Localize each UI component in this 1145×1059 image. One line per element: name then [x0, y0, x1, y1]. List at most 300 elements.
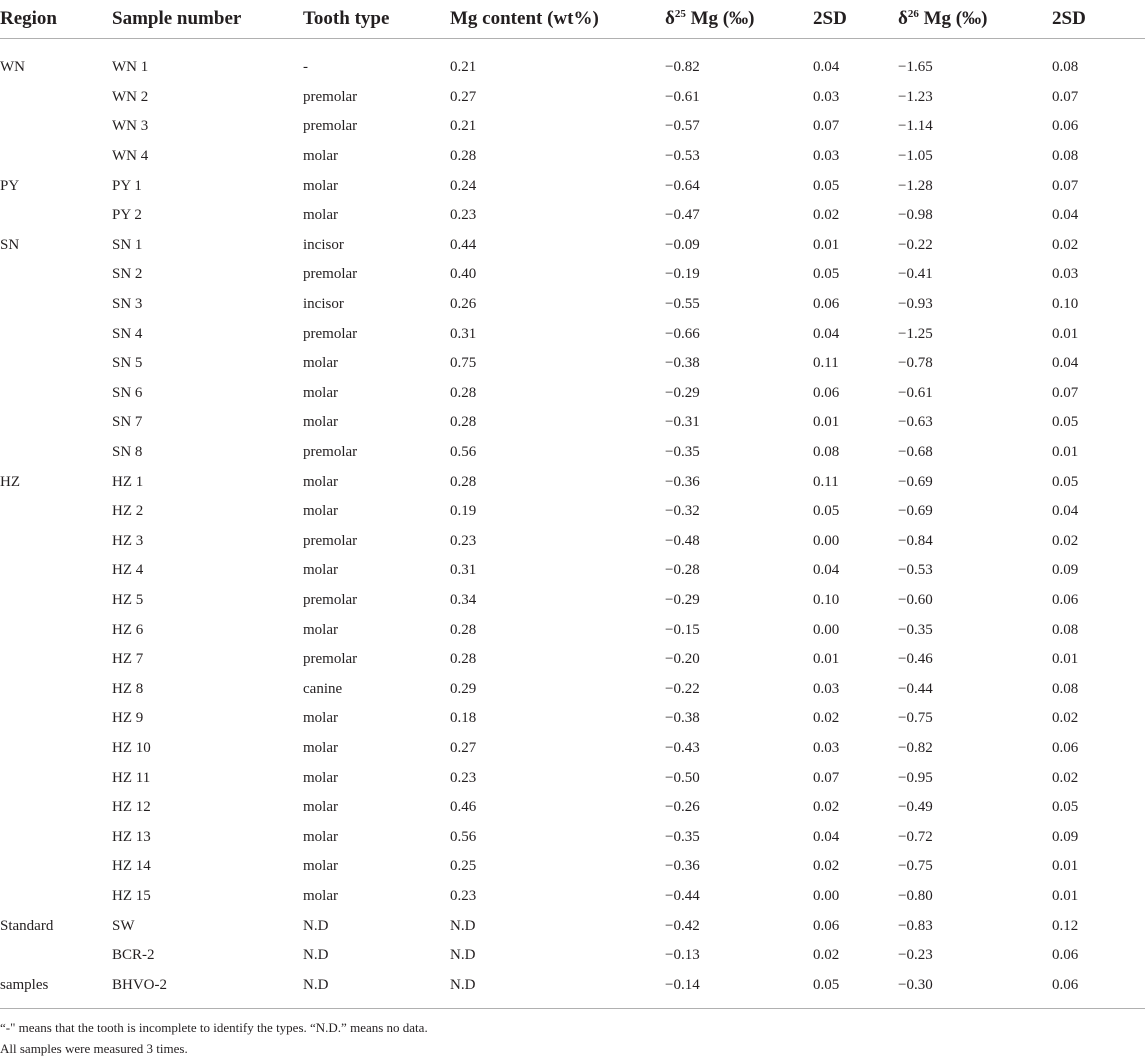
delta26-cell: −0.53: [898, 562, 933, 579]
sample-number-cell: PY 1: [112, 177, 142, 194]
delta26-symbol: δ: [898, 8, 908, 29]
sd26-cell: 0.02: [1052, 710, 1079, 727]
region-cell: WN: [0, 59, 25, 76]
mg-content-cell: N.D: [450, 976, 476, 993]
delta26-cell: −0.35: [898, 621, 933, 638]
sd25-cell: 0.01: [813, 414, 840, 431]
delta26-cell: −1.28: [898, 177, 933, 194]
delta26-cell: −0.41: [898, 266, 933, 283]
header-tooth-type: Tooth type: [303, 0, 450, 39]
sample-number-cell: HZ 5: [112, 591, 144, 608]
sd25-cell: 0.00: [813, 621, 840, 638]
delta26-cell: −0.30: [898, 976, 933, 993]
delta25-cell: −0.36: [665, 473, 700, 490]
table-footnotes: [0, 1008, 1145, 1059]
delta26-cell: −0.61: [898, 384, 933, 401]
sd25-cell: 0.11: [813, 473, 839, 490]
sd25-cell: 0.02: [813, 799, 840, 816]
sd26-cell: 0.01: [1052, 444, 1079, 461]
delta26-cell: −0.44: [898, 680, 933, 697]
region-cell: [0, 497, 112, 527]
delta26-cell: −0.95: [898, 769, 933, 786]
sd25-cell: 0.01: [813, 236, 840, 253]
delta26-cell: −0.23: [898, 947, 933, 964]
table-row: [0, 822, 1145, 852]
delta26-cell: −0.22: [898, 236, 933, 253]
sd26-cell: 0.04: [1052, 503, 1079, 520]
delta25-cell: −0.13: [665, 947, 700, 964]
sd25-cell: 0.07: [813, 769, 840, 786]
mg-content-cell: 0.56: [450, 444, 477, 461]
mg-content-cell: 0.19: [450, 503, 477, 520]
region-cell: PY: [0, 177, 20, 194]
sample-number-cell: SN 7: [112, 414, 143, 431]
tooth-type-cell: premolar: [303, 88, 358, 105]
region-cell: [0, 260, 112, 290]
table-row: [0, 83, 1145, 113]
mg-content-cell: 0.23: [450, 769, 477, 786]
sample-number-cell: HZ 12: [112, 799, 151, 816]
delta26-cell: −0.83: [898, 917, 933, 934]
sample-number-cell: SN 5: [112, 355, 143, 372]
delta25-cell: −0.82: [665, 59, 700, 76]
delta25-cell: −0.22: [665, 680, 700, 697]
tooth-type-cell: premolar: [303, 591, 358, 608]
sd25-cell: 0.00: [813, 887, 840, 904]
region-cell: [0, 556, 112, 586]
sd26-cell: 0.08: [1052, 59, 1079, 76]
tooth-type-cell: premolar: [303, 118, 358, 135]
footnote-abbreviations: “-" means that the tooth is incomplete to identify the types. “N.D.” means no data.: [0, 1020, 428, 1035]
tooth-type-cell: molar: [303, 887, 338, 904]
region-cell: [0, 822, 112, 852]
mg-content-cell: 0.26: [450, 296, 477, 313]
header-sample-number: Sample number: [112, 0, 303, 39]
delta26-superscript: 26: [907, 8, 919, 20]
delta25-cell: −0.66: [665, 325, 700, 342]
sd25-cell: 0.06: [813, 384, 840, 401]
sample-number-cell: HZ 13: [112, 828, 151, 845]
table-row: [0, 970, 1145, 1010]
header-2sd-26: 2SD: [1052, 0, 1145, 39]
delta26-cell: −0.63: [898, 414, 933, 431]
sd26-cell: 0.06: [1052, 976, 1079, 993]
tooth-type-cell: -: [303, 59, 308, 76]
tooth-type-cell: molar: [303, 769, 338, 786]
sd25-cell: 0.07: [813, 118, 840, 135]
delta26-cell: −1.65: [898, 59, 933, 76]
tooth-type-cell: premolar: [303, 444, 358, 461]
delta25-cell: −0.14: [665, 976, 700, 993]
sd26-cell: 0.06: [1052, 591, 1079, 608]
tooth-type-cell: molar: [303, 562, 338, 579]
sd25-cell: 0.03: [813, 739, 840, 756]
mg-content-cell: 0.31: [450, 325, 477, 342]
delta25-cell: −0.35: [665, 444, 700, 461]
delta25-cell: −0.38: [665, 355, 700, 372]
delta26-cell: −0.98: [898, 207, 933, 224]
sd25-cell: 0.05: [813, 266, 840, 283]
table-row: [0, 763, 1145, 793]
sd26-cell: 0.10: [1052, 296, 1079, 313]
table-row: [0, 39, 1145, 83]
mg-content-cell: 0.28: [450, 473, 477, 490]
tooth-type-cell: molar: [303, 384, 338, 401]
sample-number-cell: WN 3: [112, 118, 149, 135]
region-cell: [0, 615, 112, 645]
sd25-cell: 0.04: [813, 828, 840, 845]
delta25-cell: −0.28: [665, 562, 700, 579]
sample-number-cell: SN 6: [112, 384, 143, 401]
tooth-type-cell: N.D: [303, 947, 329, 964]
sample-number-cell: HZ 3: [112, 532, 144, 549]
sd26-cell: 0.01: [1052, 651, 1079, 668]
tooth-type-cell: N.D: [303, 976, 329, 993]
delta25-symbol: δ: [665, 8, 675, 29]
sample-number-cell: SN 8: [112, 444, 143, 461]
region-cell: [0, 941, 112, 971]
mg-content-cell: 0.31: [450, 562, 477, 579]
delta25-cell: −0.57: [665, 118, 700, 135]
mg-content-cell: 0.25: [450, 858, 477, 875]
region-cell: [0, 408, 112, 438]
table-row: [0, 911, 1145, 941]
table-row: [0, 645, 1145, 675]
table-row: [0, 142, 1145, 172]
region-cell: Standard: [0, 917, 54, 934]
tooth-type-cell: molar: [303, 799, 338, 816]
table-row: [0, 734, 1145, 764]
sample-number-cell: WN 4: [112, 148, 149, 165]
delta25-cell: −0.15: [665, 621, 700, 638]
sample-number-cell: SN 4: [112, 325, 143, 342]
table-header: [0, 0, 1145, 39]
mg-content-cell: 0.23: [450, 887, 477, 904]
sd25-cell: 0.10: [813, 591, 840, 608]
sd25-cell: 0.04: [813, 59, 840, 76]
delta25-cell: −0.47: [665, 207, 700, 224]
sd26-cell: 0.05: [1052, 414, 1079, 431]
table-row: [0, 231, 1145, 261]
delta25-cell: −0.20: [665, 651, 700, 668]
delta25-cell: −0.29: [665, 591, 700, 608]
table-row: [0, 467, 1145, 497]
footnote-measurements: All samples were measured 3 times.: [0, 1041, 188, 1056]
delta25-cell: −0.32: [665, 503, 700, 520]
sd26-cell: 0.04: [1052, 207, 1079, 224]
delta26-cell: −0.84: [898, 532, 933, 549]
tooth-type-cell: molar: [303, 828, 338, 845]
delta25-cell: −0.43: [665, 739, 700, 756]
tooth-type-cell: N.D: [303, 917, 329, 934]
sample-number-cell: HZ 11: [112, 769, 151, 786]
tooth-type-cell: incisor: [303, 236, 344, 253]
table-row: [0, 586, 1145, 616]
delta25-cell: −0.48: [665, 532, 700, 549]
sd25-cell: 0.01: [813, 651, 840, 668]
header-region: Region: [0, 0, 112, 39]
delta26-cell: −1.23: [898, 88, 933, 105]
sd25-cell: 0.02: [813, 207, 840, 224]
mg-content-cell: 0.28: [450, 414, 477, 431]
mg-content-cell: 0.28: [450, 621, 477, 638]
delta26-cell: −0.69: [898, 473, 933, 490]
mg-content-cell: 0.29: [450, 680, 477, 697]
sd26-cell: 0.01: [1052, 858, 1079, 875]
sample-number-cell: SW: [112, 917, 135, 934]
delta26-cell: −1.05: [898, 148, 933, 165]
delta26-cell: −0.75: [898, 858, 933, 875]
sample-number-cell: WN 2: [112, 88, 149, 105]
sample-number-cell: SN 1: [112, 236, 143, 253]
sample-number-cell: HZ 10: [112, 739, 151, 756]
sd25-cell: 0.05: [813, 503, 840, 520]
sd25-cell: 0.08: [813, 444, 840, 461]
sd25-cell: 0.04: [813, 325, 840, 342]
mg-content-cell: N.D: [450, 917, 476, 934]
mg-content-cell: 0.21: [450, 118, 477, 135]
delta25-cell: −0.35: [665, 828, 700, 845]
tooth-type-cell: premolar: [303, 532, 358, 549]
mg-content-cell: N.D: [450, 947, 476, 964]
mg-content-cell: 0.75: [450, 355, 477, 372]
sd25-cell: 0.00: [813, 532, 840, 549]
sd25-cell: 0.03: [813, 88, 840, 105]
sample-number-cell: SN 2: [112, 266, 143, 283]
table-row: [0, 704, 1145, 734]
tooth-type-cell: molar: [303, 207, 338, 224]
mg-content-cell: 0.56: [450, 828, 477, 845]
sample-number-cell: HZ 14: [112, 858, 151, 875]
mg-content-cell: 0.27: [450, 88, 477, 105]
sample-number-cell: HZ 2: [112, 503, 144, 520]
sd26-cell: 0.06: [1052, 947, 1079, 964]
table-row: [0, 497, 1145, 527]
mg-content-cell: 0.18: [450, 710, 477, 727]
region-cell: [0, 586, 112, 616]
region-cell: [0, 734, 112, 764]
sd25-cell: 0.02: [813, 858, 840, 875]
delta25-cell: −0.26: [665, 799, 700, 816]
delta26-cell: −0.68: [898, 444, 933, 461]
table-row: [0, 793, 1145, 823]
tooth-type-cell: premolar: [303, 325, 358, 342]
table-row: [0, 408, 1145, 438]
mg-content-cell: 0.28: [450, 651, 477, 668]
sd26-cell: 0.03: [1052, 266, 1079, 283]
tooth-type-cell: premolar: [303, 651, 358, 668]
tooth-type-cell: molar: [303, 473, 338, 490]
region-cell: [0, 704, 112, 734]
sd26-cell: 0.05: [1052, 473, 1079, 490]
delta26-cell: −0.75: [898, 710, 933, 727]
delta26-unit: Mg (‰): [918, 8, 988, 29]
sd26-cell: 0.06: [1052, 118, 1079, 135]
region-cell: [0, 142, 112, 172]
mg-content-cell: 0.28: [450, 384, 477, 401]
delta26-cell: −0.80: [898, 887, 933, 904]
mg-content-cell: 0.21: [450, 59, 477, 76]
sd26-cell: 0.05: [1052, 799, 1079, 816]
table-row: [0, 379, 1145, 409]
sd25-cell: 0.03: [813, 680, 840, 697]
sd25-cell: 0.06: [813, 917, 840, 934]
delta26-cell: −1.14: [898, 118, 933, 135]
region-cell: [0, 201, 112, 231]
table-row: [0, 319, 1145, 349]
delta25-cell: −0.61: [665, 88, 700, 105]
sd26-cell: 0.07: [1052, 384, 1079, 401]
header-mg-content: Mg content (wt%): [450, 0, 665, 39]
sample-number-cell: HZ 8: [112, 680, 144, 697]
delta26-cell: −0.93: [898, 296, 933, 313]
sd25-cell: 0.03: [813, 148, 840, 165]
sample-number-cell: WN 1: [112, 59, 149, 76]
sd25-cell: 0.04: [813, 562, 840, 579]
sd26-cell: 0.08: [1052, 621, 1079, 638]
region-cell: samples: [0, 976, 49, 993]
mg-content-cell: 0.46: [450, 799, 477, 816]
sd26-cell: 0.02: [1052, 769, 1079, 786]
tooth-type-cell: incisor: [303, 296, 344, 313]
delta26-cell: −0.46: [898, 651, 933, 668]
delta25-cell: −0.29: [665, 384, 700, 401]
mg-content-cell: 0.40: [450, 266, 477, 283]
mg-content-cell: 0.34: [450, 591, 477, 608]
table-row: [0, 674, 1145, 704]
sd26-cell: 0.02: [1052, 236, 1079, 253]
region-cell: [0, 645, 112, 675]
region-cell: [0, 793, 112, 823]
region-cell: [0, 112, 112, 142]
sd26-cell: 0.04: [1052, 355, 1079, 372]
delta25-cell: −0.55: [665, 296, 700, 313]
delta25-cell: −0.09: [665, 236, 700, 253]
tooth-type-cell: molar: [303, 355, 338, 372]
delta25-cell: −0.36: [665, 858, 700, 875]
header-2sd-25: 2SD: [813, 0, 898, 39]
mg-content-cell: 0.24: [450, 177, 477, 194]
table-row: [0, 556, 1145, 586]
sample-number-cell: BCR-2: [112, 947, 155, 964]
sd25-cell: 0.02: [813, 947, 840, 964]
mg-content-cell: 0.27: [450, 739, 477, 756]
table-body: [0, 39, 1145, 1011]
delta25-superscript: 25: [674, 8, 686, 20]
sd26-cell: 0.07: [1052, 88, 1079, 105]
tooth-type-cell: molar: [303, 858, 338, 875]
sample-number-cell: HZ 1: [112, 473, 144, 490]
sd26-cell: 0.01: [1052, 325, 1079, 342]
delta26-cell: −0.60: [898, 591, 933, 608]
table-row: [0, 260, 1145, 290]
delta25-cell: −0.44: [665, 887, 700, 904]
table-row: [0, 201, 1145, 231]
table-row: [0, 171, 1145, 201]
region-cell: [0, 882, 112, 912]
delta25-cell: −0.64: [665, 177, 700, 194]
sd25-cell: 0.05: [813, 976, 840, 993]
delta25-cell: −0.38: [665, 710, 700, 727]
delta25-unit: Mg (‰): [685, 8, 755, 29]
region-cell: [0, 379, 112, 409]
delta25-cell: −0.19: [665, 266, 700, 283]
sample-number-cell: PY 2: [112, 207, 142, 224]
delta25-cell: −0.50: [665, 769, 700, 786]
sample-number-cell: BHVO-2: [112, 976, 167, 993]
table-row: [0, 527, 1145, 557]
sample-number-cell: HZ 15: [112, 887, 151, 904]
table-row: [0, 438, 1145, 468]
delta26-cell: −0.69: [898, 503, 933, 520]
region-cell: [0, 438, 112, 468]
mg-content-cell: 0.23: [450, 207, 477, 224]
sd25-cell: 0.02: [813, 710, 840, 727]
sd26-cell: 0.12: [1052, 917, 1079, 934]
sample-number-cell: HZ 9: [112, 710, 144, 727]
sd26-cell: 0.08: [1052, 148, 1079, 165]
delta26-cell: −1.25: [898, 325, 933, 342]
sd26-cell: 0.08: [1052, 680, 1079, 697]
sd25-cell: 0.11: [813, 355, 839, 372]
tooth-type-cell: molar: [303, 503, 338, 520]
delta25-cell: −0.31: [665, 414, 700, 431]
tooth-type-cell: molar: [303, 739, 338, 756]
region-cell: [0, 83, 112, 113]
region-cell: SN: [0, 236, 20, 253]
header-delta25-mg: [665, 0, 813, 39]
mg-content-cell: 0.44: [450, 236, 477, 253]
sample-number-cell: SN 3: [112, 296, 143, 313]
tooth-type-cell: molar: [303, 710, 338, 727]
table-row: [0, 852, 1145, 882]
table-row: [0, 941, 1145, 971]
sample-number-cell: HZ 7: [112, 651, 144, 668]
region-cell: [0, 852, 112, 882]
table-row: [0, 290, 1145, 320]
tooth-type-cell: molar: [303, 148, 338, 165]
table-row: [0, 615, 1145, 645]
region-cell: [0, 290, 112, 320]
sd26-cell: 0.02: [1052, 532, 1079, 549]
sd26-cell: 0.06: [1052, 739, 1079, 756]
sd26-cell: 0.09: [1052, 828, 1079, 845]
tooth-type-cell: canine: [303, 680, 343, 697]
mg-content-cell: 0.23: [450, 532, 477, 549]
sample-number-cell: HZ 6: [112, 621, 144, 638]
tooth-type-cell: molar: [303, 414, 338, 431]
region-cell: [0, 349, 112, 379]
table-row: [0, 882, 1145, 912]
delta26-cell: −0.82: [898, 739, 933, 756]
delta25-cell: −0.42: [665, 917, 700, 934]
header-row: [0, 0, 1145, 39]
table-row: [0, 112, 1145, 142]
sd26-cell: 0.09: [1052, 562, 1079, 579]
tooth-type-cell: molar: [303, 177, 338, 194]
mg-content-cell: 0.28: [450, 148, 477, 165]
region-cell: [0, 763, 112, 793]
delta26-cell: −0.72: [898, 828, 933, 845]
sd26-cell: 0.07: [1052, 177, 1079, 194]
region-cell: [0, 319, 112, 349]
region-cell: HZ: [0, 473, 20, 490]
sd26-cell: 0.01: [1052, 887, 1079, 904]
header-delta26-mg: [898, 0, 1052, 39]
table-row: [0, 349, 1145, 379]
tooth-type-cell: molar: [303, 621, 338, 638]
sd25-cell: 0.06: [813, 296, 840, 313]
